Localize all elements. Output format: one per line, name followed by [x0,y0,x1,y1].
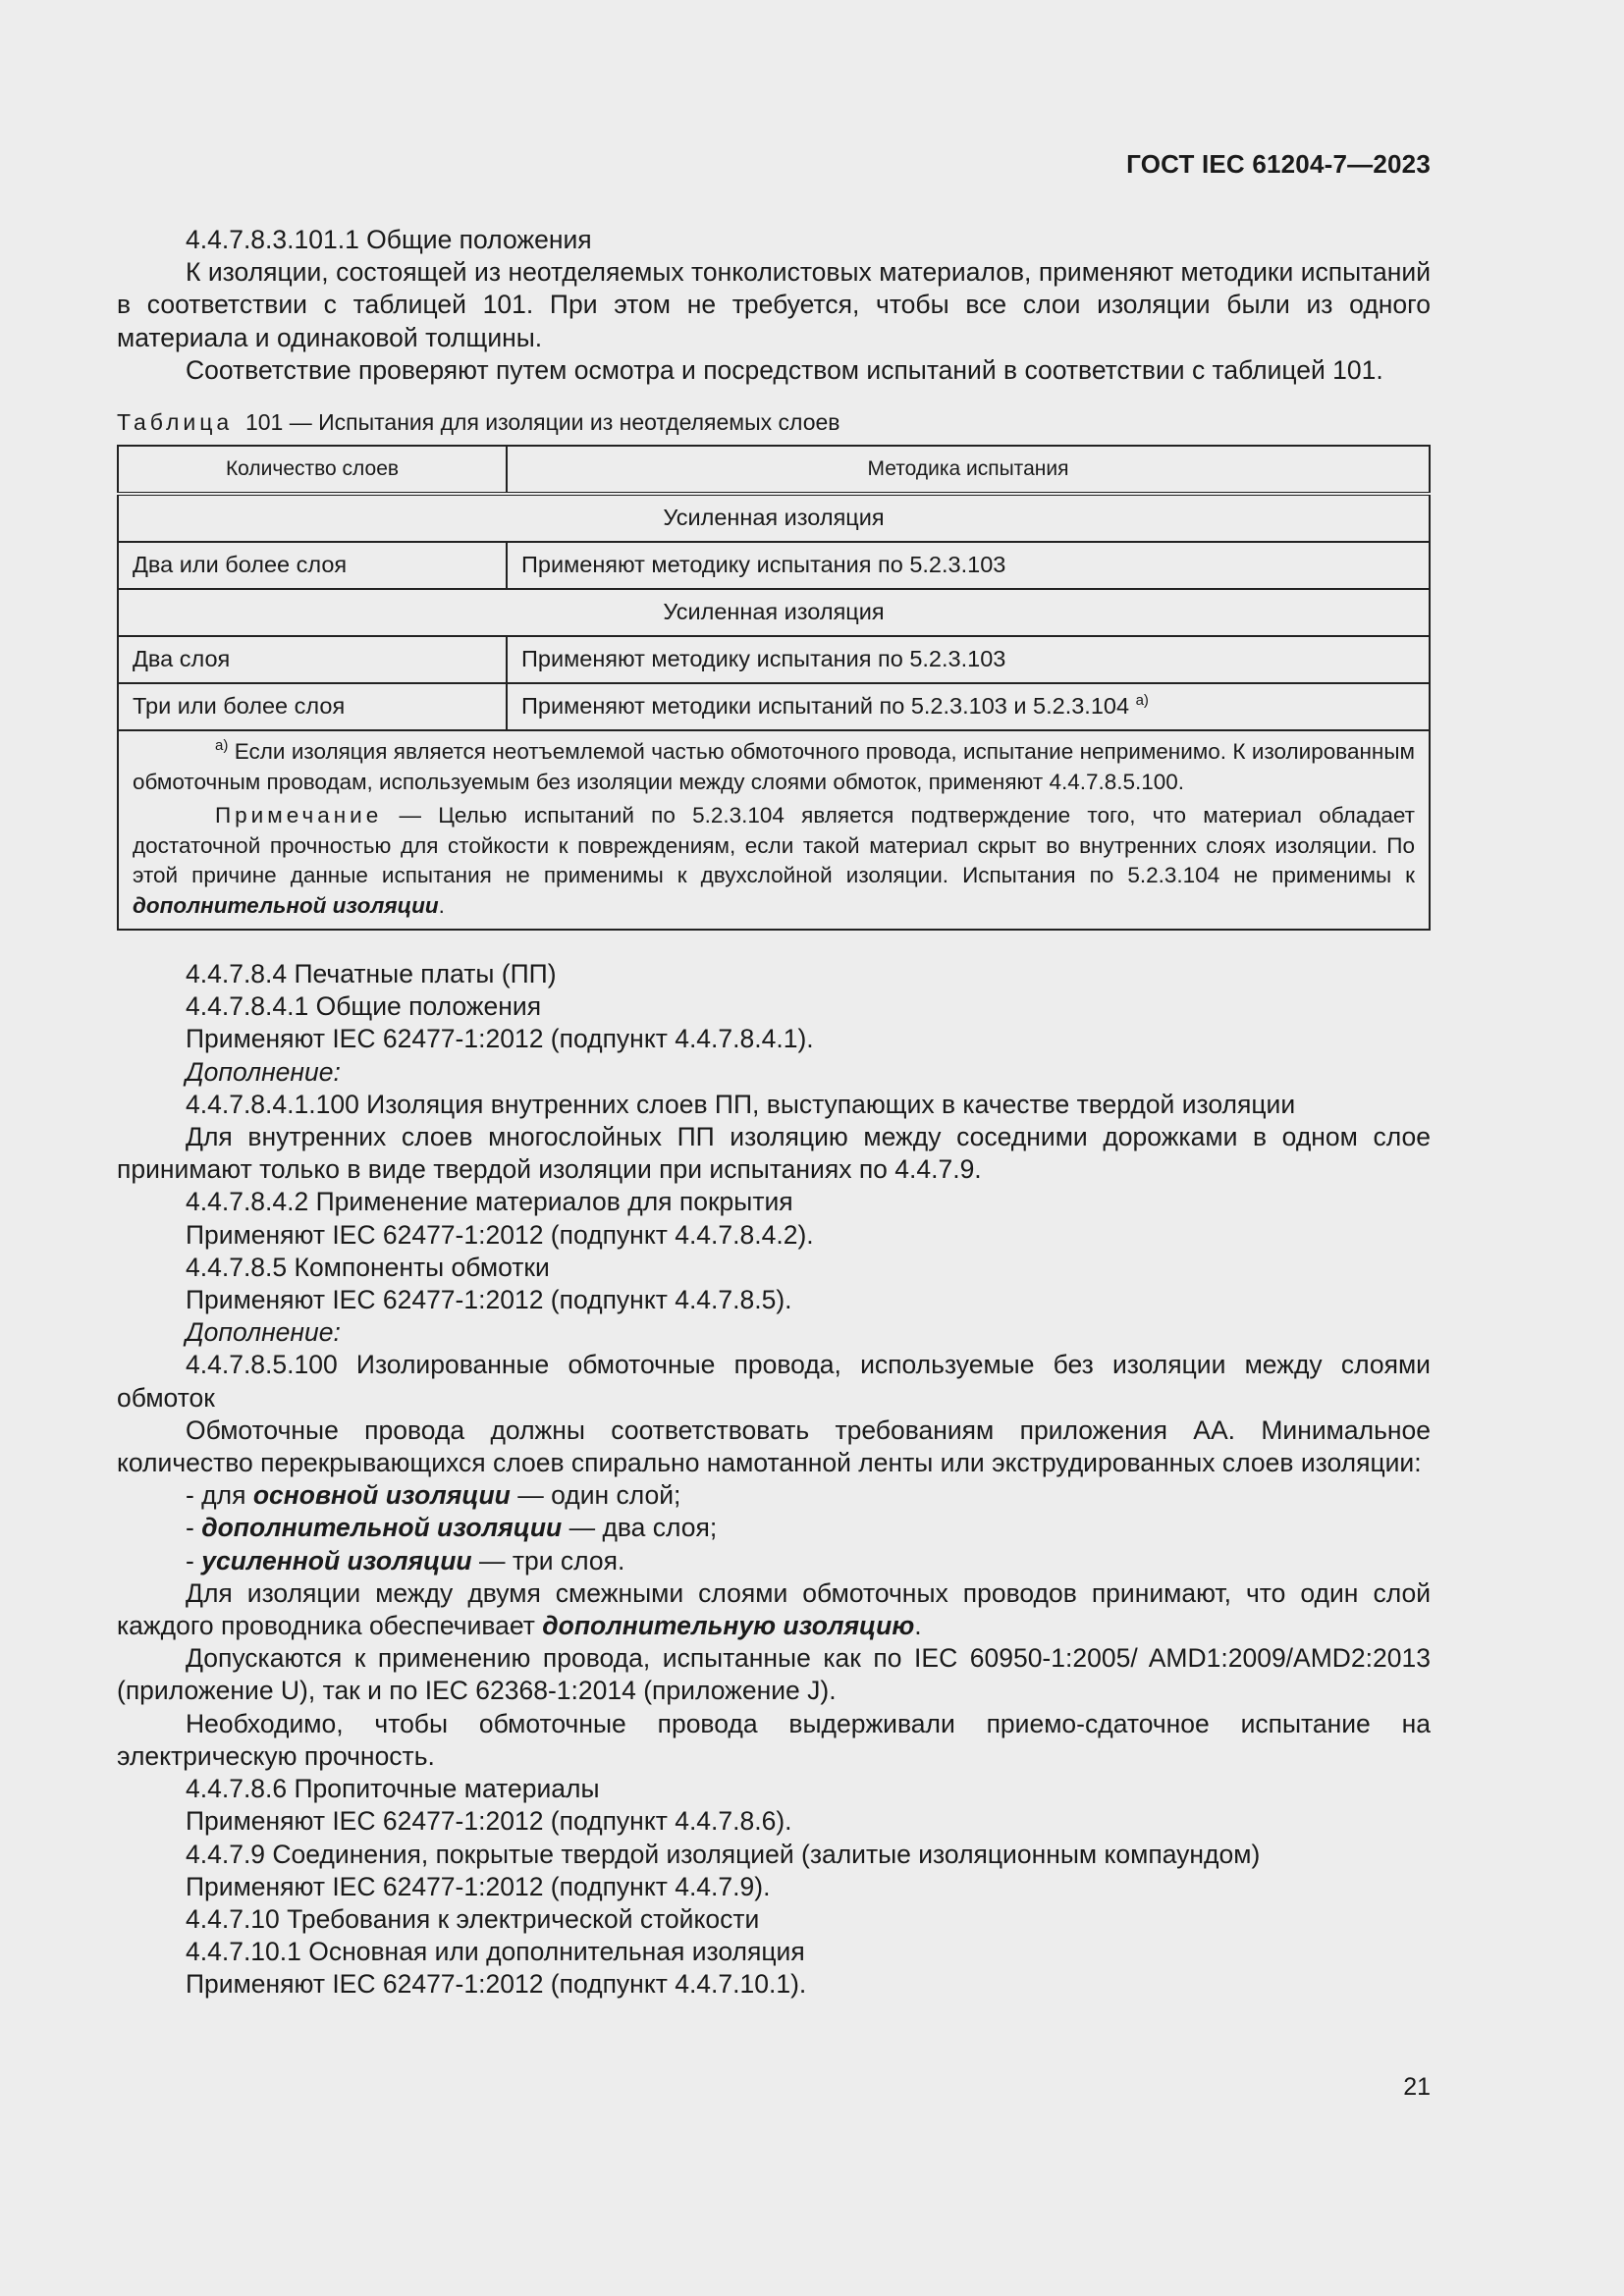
table-row [118,542,1430,589]
list-item [117,1512,1431,1544]
paragraph: Для внутренних слоев многослойных ПП изоляцию между соседними дорожками в одном слое принимают только в виде твердой изоляции при испытаниях по 4.4.7.9. [117,1122,1431,1185]
paragraph: Допускаются к применению провода, испытанные как по IEC 60950-1:2005/ AMD1:2009/AMD2:2013 (приложение U), так и по IEC 62368-1:2014 (приложение J). [117,1643,1431,1706]
paragraph: Применяют IEC 62477-1:2012 (подпункт 4.4.7.8.4.1). [186,1024,814,1054]
table-cell-text: Применяют методики испытаний по 5.2.3.103 и 5.2.3.104 [521,693,1130,720]
paragraph: Необходимо, чтобы обмоточные провода выдерживали приемо-сдаточное испытание на электрическую прочность. [117,1708,1431,1771]
paragraph: Применяют IEC 62477-1:2012 (подпункт 4.4.7.8.6). [186,1806,792,1837]
paragraph: Применяют IEC 62477-1:2012 (подпункт 4.4.7.10.1). [186,1969,807,2000]
table-cell: Применяют методику испытания по 5.2.3.103 [507,542,1430,589]
table-cell [507,683,1430,730]
subsection-heading: 4.4.7.10.1 Основная или дополнительная изоляция [186,1937,805,1967]
footnote-marker: а) [215,737,229,755]
paragraph: Применяют IEC 62477-1:2012 (подпункт 4.4.7.8.4.2). [186,1219,814,1250]
addition-label: Дополнение: [186,1056,341,1087]
paragraph-end: . [914,1611,922,1641]
table-header-row [118,446,1430,494]
table-101 [117,445,1431,931]
footnote-marker: а) [1135,692,1149,710]
note-end: . [438,892,445,918]
footnote-text: Если изоляция является неотъемлемой частью обмоточного провода, испытание неприменимо. К изолированным обмоточным проводам, используемым без изоляции между слоями обмоток, применяют 4.4.7.8.5.100. [133,739,1415,794]
list-bullet: - [186,1545,194,1575]
list-term: усиленной изоляции [201,1545,472,1575]
table-caption [117,408,1431,436]
list-bullet: - [186,1513,194,1543]
list-text: — два слоя; [568,1513,718,1543]
paragraph: К изоляции, состоящей из неотделяемых тонколистовых материалов, применяют методики испытаний в соответствии с таблицей 101. При этом не требуется, чтобы все слои изоляции были из одного материала и одинаковой толщины. [117,257,1431,352]
note-term: дополнительной изоляции [133,892,439,918]
subsection-heading: 4.4.7.8.4.1 Общие положения [186,991,542,1022]
table-section-row [118,494,1430,542]
paragraph: Применяют IEC 62477-1:2012 (подпункт 4.4.7.8.5). [186,1285,792,1315]
page-content [117,224,1431,2002]
paragraph-text: Для изоляции между двумя смежными слоями обмоточных проводов принимают, что один слой каждого проводника обеспечивает [117,1577,1431,1641]
table-cell: Два или более слоя [118,542,507,589]
section-heading: 4.4.7.10 Требования к электрической стойкости [186,1903,760,1934]
table-footnotes [118,730,1430,930]
subsection-heading: 4.4.7.8.4.1.100 Изоляция внутренних слоев ПП, выступающих в качестве твердой изоляции [186,1089,1296,1119]
section-heading: 4.4.7.9 Соединения, покрытые твердой изоляцией (залитые изоляционным компаундом) [186,1839,1261,1869]
table-row [118,636,1430,683]
addition-label: Дополнение: [186,1317,341,1348]
note-label: Примечание [215,803,383,828]
list-term: основной изоляции [252,1480,511,1511]
table-note [133,801,1415,921]
table-caption-word: Таблица [117,409,234,436]
list-text: — один слой; [517,1480,681,1511]
page-number: 21 [1403,2073,1431,2101]
footnote [133,737,1415,797]
section-heading: 4.4.7.8.4 Печатные платы (ПП) [186,959,557,989]
table-row [118,683,1430,730]
term: дополнительную изоляцию [542,1611,915,1641]
note-text: — Целью испытаний по 5.2.3.104 является подтверждение того, что материал обладает достаточной прочностью для стойкости к повреждениям, если такой материал скрыт во внутренних слоях изоляции. По этой причине данные испытания не применимы к двухслойной изоляции. Испытания по 5.2.3.104 не применимы к [133,803,1415,888]
section-heading: 4.4.7.8.5 Компоненты обмотки [186,1252,550,1282]
column-header: Количество слоев [118,446,507,494]
paragraph: Обмоточные провода должны соответствовать требованиям приложения АА. Минимальное количество перекрывающихся слоев спирально намотанной ленты или экструдированных слоев изоляции: [117,1415,1431,1478]
subsection-heading: 4.4.7.8.5.100 Изолированные обмоточные провода, используемые без изоляции между слоями обмоток [117,1350,1431,1413]
list-bullet: - для [186,1480,246,1511]
paragraph: Соответствие проверяют путем осмотра и посредством испытаний в соответствии с таблицей 101. [186,354,1383,385]
paragraph: Применяют IEC 62477-1:2012 (подпункт 4.4.7.9). [186,1871,771,1901]
list-term: дополнительной изоляции [201,1513,563,1543]
section-label: Усиленная изоляция [118,589,1430,636]
table-cell: Три или более слоя [118,683,507,730]
subsection-heading: 4.4.7.8.4.2 Применение материалов для покрытия [186,1187,793,1217]
table-caption-text: 101 — Испытания для изоляции из неотделяемых слоев [244,409,840,436]
list-item [117,1479,1431,1512]
document-header: ГОСТ IEC 61204-7—2023 [1126,149,1431,179]
table-cell: Применяют методику испытания по 5.2.3.103 [507,636,1430,683]
table-section-row [118,589,1430,636]
subsection-heading: 4.4.7.8.3.101.1 Общие положения [186,225,592,254]
paragraph [117,1577,1431,1642]
list-text: — три слоя. [479,1545,625,1575]
list-item [117,1545,1431,1577]
column-header: Методика испытания [507,446,1430,494]
table-footer-row [118,730,1430,930]
section-label: Усиленная изоляция [118,494,1430,542]
section-heading: 4.4.7.8.6 Пропиточные материалы [186,1774,600,1804]
table-cell: Два слоя [118,636,507,683]
